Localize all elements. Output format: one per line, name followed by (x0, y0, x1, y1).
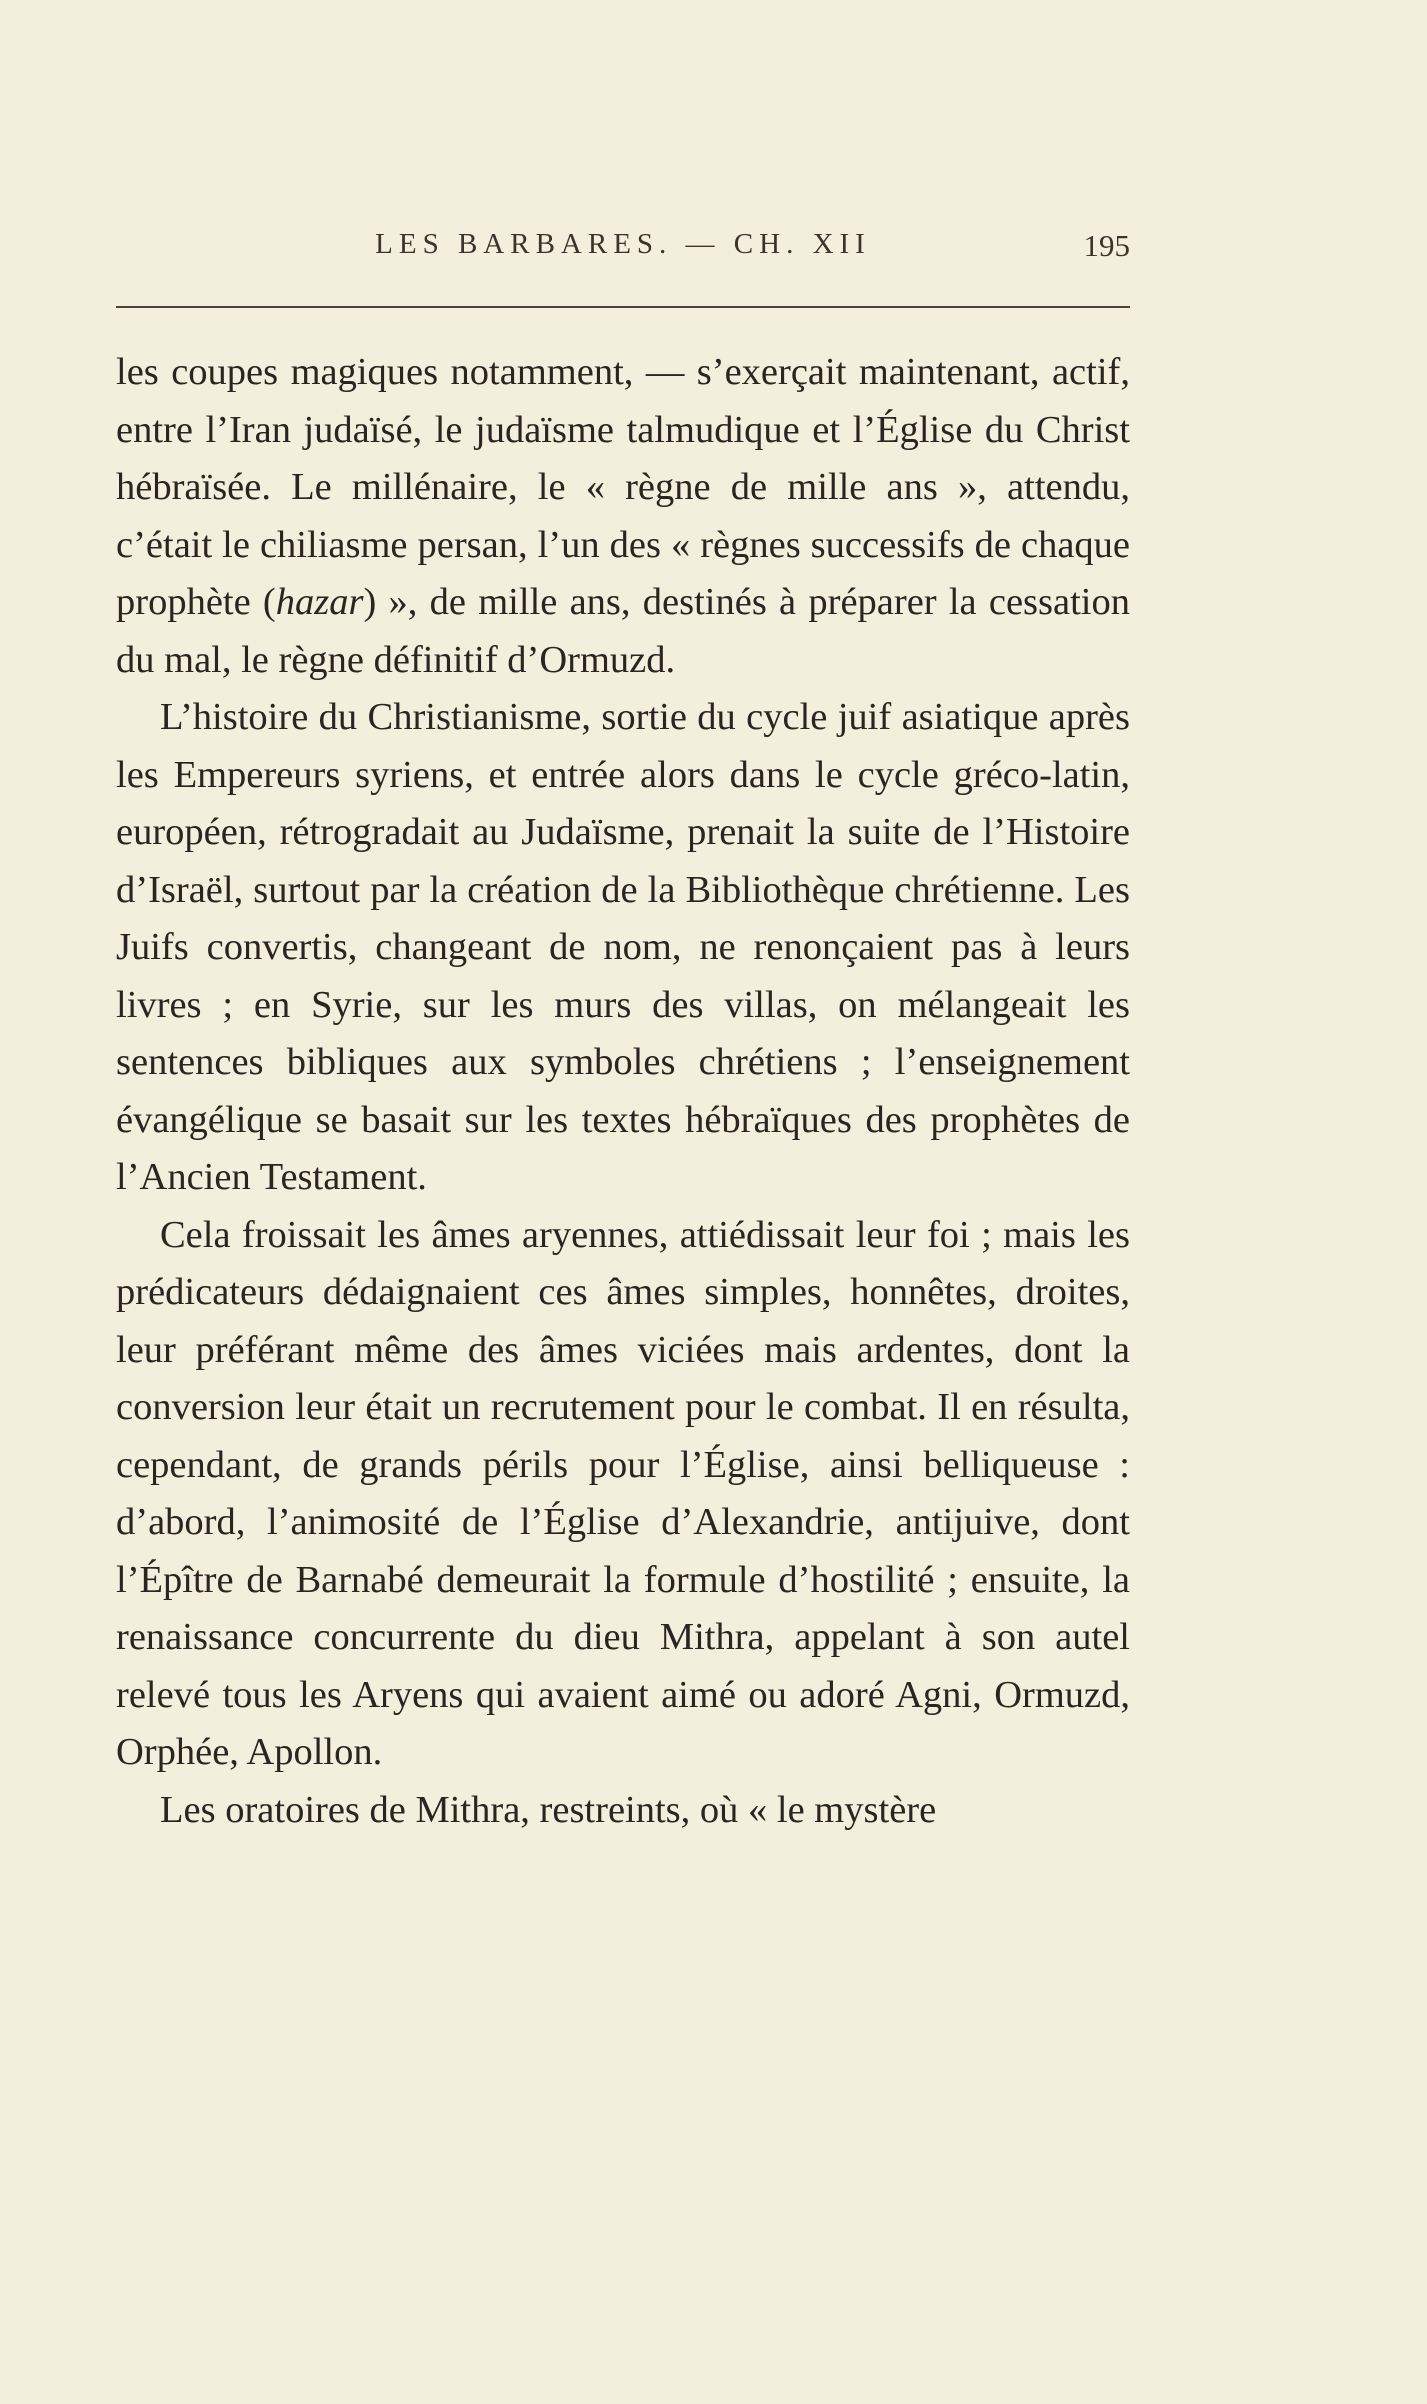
paragraph-2: L’histoire du Christianisme, sortie du cycle juif asiatique après les Empereurs syriens, et entrée alors dans le cycle gréco-latin, européen, rétrogradait au Judaïsme, prenait la suite de l’Histoire d’Israël, surtout par la création de la Bibliothèque chrétienne. Les Juifs convertis, changeant de nom, ne renonçaient pas à leurs livres ; en Syrie, sur les murs des villas, on mélangeait les sentences bibliques aux symboles chrétiens ; l’enseignement évangélique se basait sur les textes hébraïques des prophètes de l’Ancien Testament. (116, 696, 1130, 1198)
header-rule (116, 306, 1130, 308)
paragraph-3: Cela froissait les âmes aryennes, attiédissait leur foi ; mais les prédicateurs dédaignaient ces âmes simples, honnêtes, droites, leur préférant même des âmes viciées mais ardentes, dont la conversion leur était un recrutement pour le combat. Il en résulta, cependant, de grands périls pour l’Église, ainsi belliqueuse : d’abord, l’animosité de l’Église d’Alexandrie, antijuive, dont l’Épître de Barnabé demeurait la formule d’hostilité ; ensuite, la renaissance concurrente du dieu Mithra, appelant à son autel relevé tous les Aryens qui avaient aimé ou adoré Agni, Ormuzd, Orphée, Apollon. (116, 1213, 1130, 1773)
paragraph-1-text-b: ) », de mille ans, destinés à préparer la cessation du mal, le règne définitif d’Ormuzd. (116, 581, 1130, 681)
paragraph-1-text-a: les coupes magiques notamment, — s’exerçait maintenant, actif, entre l’Iran judaïsé, le judaïsme talmudique et l’Église du Christ hébraïsée. Le millénaire, le « règne de mille ans », attendu, c’était le chiliasme persan, l’un des « règnes successifs de chaque prophète ( (116, 351, 1130, 623)
page-number: 195 (1083, 228, 1130, 263)
paragraph-4: Les oratoires de Mithra, restreints, où « le mystère (160, 1788, 937, 1831)
running-title: LES BARBARES. — CH. XII (375, 228, 871, 260)
paragraph-1 (116, 344, 1130, 689)
running-head (116, 228, 1130, 278)
body-text (116, 344, 1130, 1839)
italic-word-hazar: hazar (275, 581, 364, 623)
